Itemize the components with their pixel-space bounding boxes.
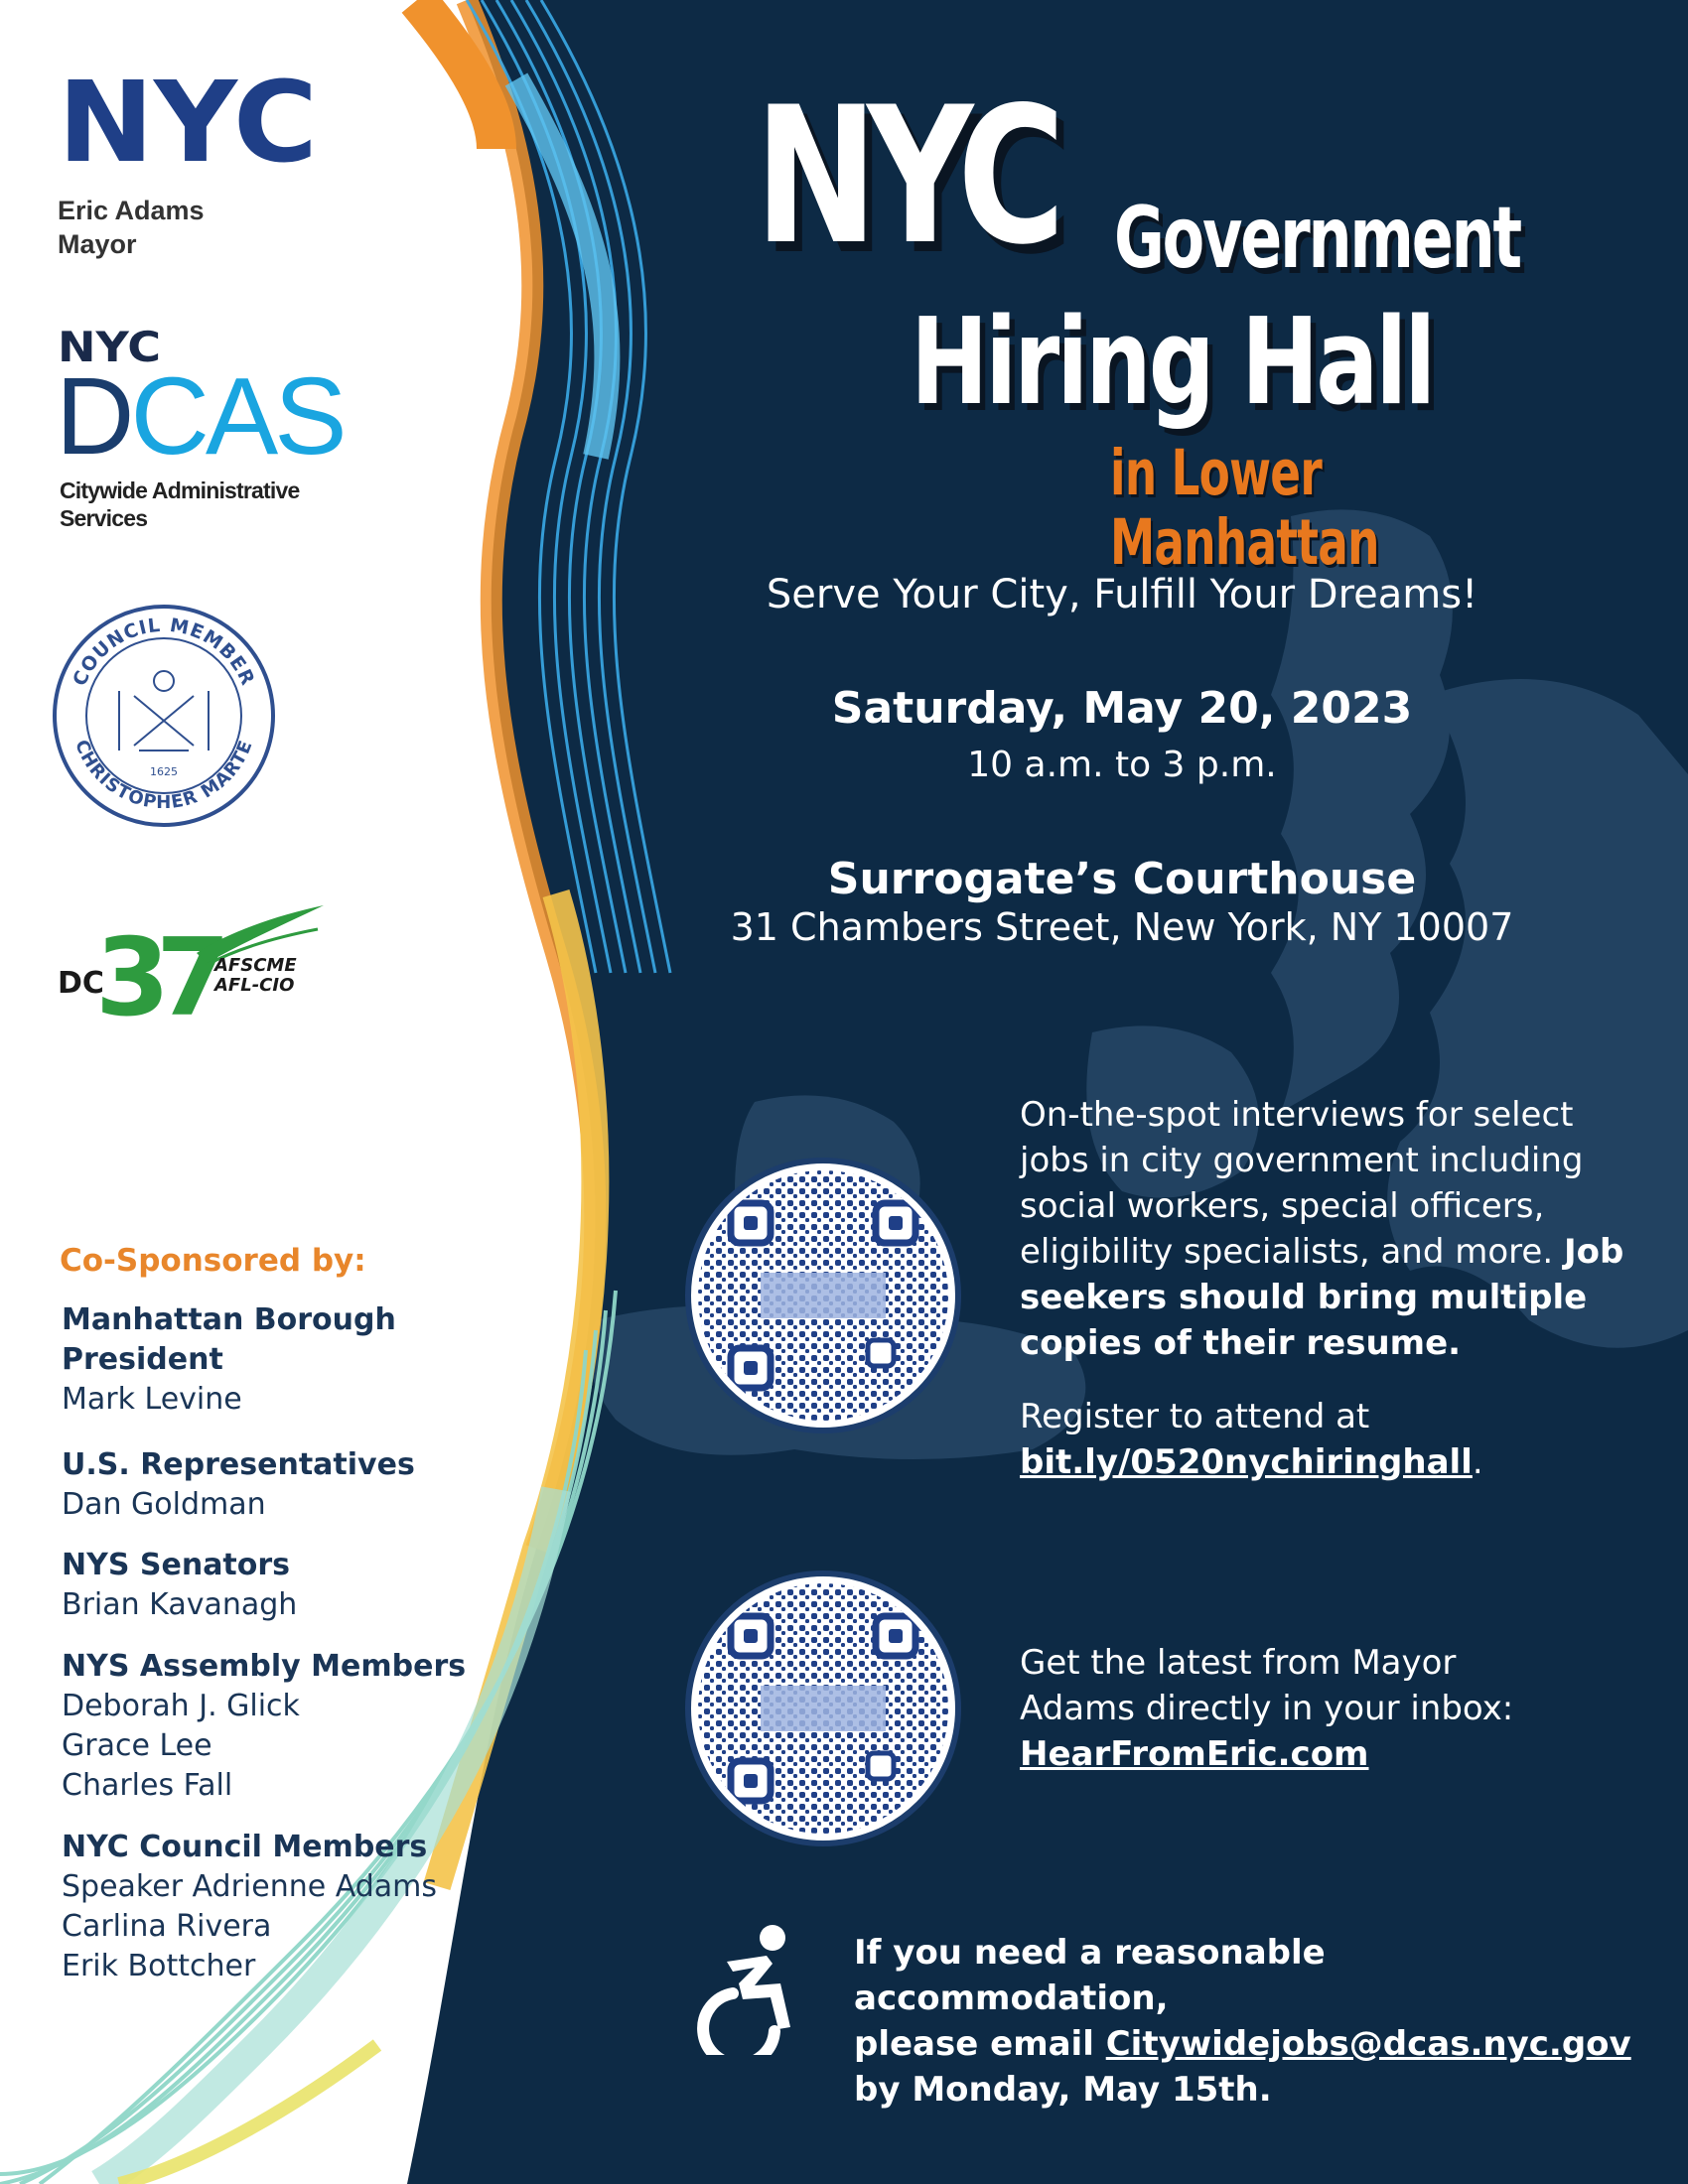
title-nyc: NYC: [755, 67, 1055, 286]
sponsor-name: Deborah J. Glick: [62, 1689, 300, 1723]
dcas-nyc-text: NYC: [58, 328, 161, 365]
sponsor-name: Mark Levine: [62, 1382, 242, 1417]
wheelchair-accessibility-icon: [693, 1924, 812, 2055]
dcas-logo: [56, 355, 344, 478]
dc37-aflcio-text: AFL-CIO: [214, 975, 295, 996]
seal-top-text: COUNCIL MEMBER: [69, 614, 259, 690]
event-date: Saturday, May 20, 2023: [831, 683, 1413, 734]
mayor-credit: [58, 194, 205, 261]
newsletter-qr-code[interactable]: [685, 1570, 961, 1846]
title-location: in Lower Manhattan: [1110, 437, 1379, 579]
seal-year: 1625: [150, 765, 178, 778]
dc37-number: 37: [95, 916, 217, 1032]
sponsor-role: NYS Assembly Members: [62, 1649, 467, 1684]
register-text: Register to attend at: [1020, 1397, 1370, 1436]
register-qr-code[interactable]: [685, 1158, 961, 1433]
qr-code-pattern-icon: [691, 1163, 955, 1428]
sponsor-name: Charles Fall: [62, 1768, 233, 1803]
title-hiring-hall: Hiring Hall: [911, 294, 1434, 432]
council-member-seal: [50, 602, 278, 830]
accommodation-line3: by Monday, May 15th.: [854, 2070, 1272, 2110]
title-government: Government: [1114, 189, 1520, 288]
sponsor-role: U.S. Representatives: [62, 1447, 415, 1482]
dcas-letter-d: D: [56, 355, 131, 478]
sponsor-name: Dan Goldman: [62, 1487, 266, 1522]
register-period: .: [1472, 1442, 1483, 1482]
interview-info: [1020, 1092, 1635, 1366]
mayor-name: Eric Adams: [58, 196, 205, 225]
nyc-logo-text: NYC: [58, 71, 318, 169]
nyc-logo: [58, 71, 332, 169]
sponsor-name: Grace Lee: [62, 1728, 212, 1763]
accommodation-notice: [854, 1930, 1648, 2113]
sponsor-role: Manhattan Borough President: [62, 1302, 396, 1377]
sponsor-role: NYC Council Members: [62, 1830, 428, 1864]
dcas-subtitle: [60, 477, 299, 532]
event-venue: Surrogate’s Courthouse: [827, 854, 1417, 904]
accommodation-line1: If you need a reasonable accommodation,: [854, 1933, 1326, 2018]
newsletter-link[interactable]: HearFromEric.com: [1020, 1734, 1369, 1774]
interview-description: On-the-spot interviews for select jobs in city government including social workers, special officers, eligibility specialists, and more.: [1020, 1095, 1584, 1272]
dcas-subtitle-line1: Citywide Administrative: [60, 478, 300, 503]
sponsor-name: Speaker Adrienne Adams: [62, 1869, 438, 1904]
event-time: 10 a.m. to 3 p.m.: [967, 745, 1277, 785]
dcas-subtitle-line2: Services: [60, 505, 148, 531]
event-address: 31 Chambers Street, New York, NY 10007: [730, 905, 1514, 949]
accommodation-email-link[interactable]: Citywidejobs@dcas.nyc.gov: [1105, 2024, 1631, 2064]
dc37-afscme-logo: [58, 893, 336, 1032]
cosponsored-heading: Co-Sponsored by:: [60, 1243, 366, 1279]
register-link[interactable]: bit.ly/0520nychiringhall: [1020, 1442, 1473, 1482]
sponsor-group: [62, 1828, 528, 1986]
qr-code-pattern-icon: [691, 1576, 955, 1841]
dcas-letters-cas: CAS: [130, 355, 344, 478]
register-info: [1020, 1394, 1635, 1485]
newsletter-text: Get the latest from Mayor Adams directly in your inbox:: [1020, 1643, 1514, 1728]
sponsor-group: [62, 1546, 528, 1625]
sponsor-group: [62, 1647, 528, 1806]
dc37-afscme-text: AFSCME: [214, 955, 297, 976]
sponsor-name: Brian Kavanagh: [62, 1587, 298, 1622]
sponsor-group: [62, 1300, 528, 1420]
newsletter-info: [1020, 1640, 1576, 1777]
dc37-dc-text: DC: [58, 966, 104, 1001]
seal-bottom-text: CHRISTOPHER MARTE: [70, 737, 257, 814]
accommodation-line2: please email: [854, 2024, 1094, 2064]
sponsor-group: [62, 1445, 528, 1525]
sponsor-name: Erik Bottcher: [62, 1949, 256, 1983]
resume-note: Job seekers should bring multiple copies of their resume.: [1020, 1232, 1624, 1363]
tagline: Serve Your City, Fulfill Your Dreams!: [766, 572, 1478, 617]
sponsor-role: NYS Senators: [62, 1548, 291, 1582]
mayor-title: Mayor: [58, 229, 137, 259]
sponsor-name: Carlina Rivera: [62, 1909, 272, 1944]
